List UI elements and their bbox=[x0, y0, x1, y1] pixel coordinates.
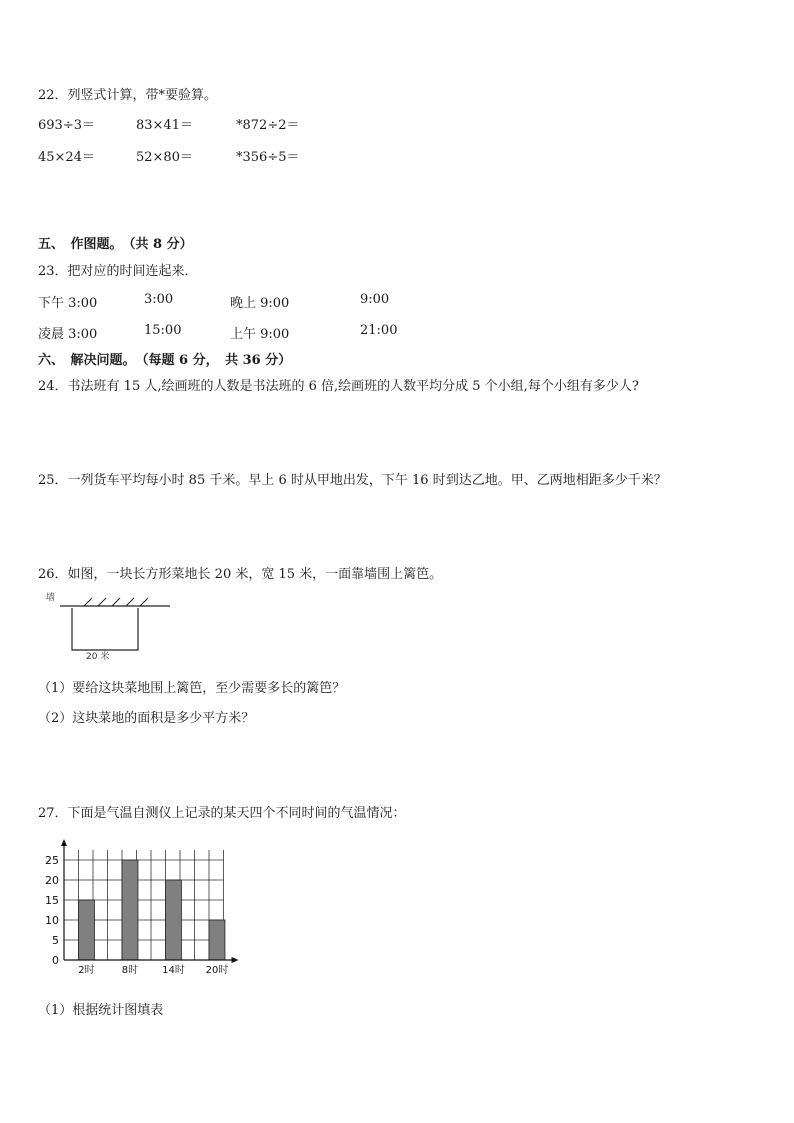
q22-expr-2: 83×41＝ bbox=[136, 118, 193, 133]
q23-time-5[interactable]: 凌晨 3:00 bbox=[38, 327, 98, 342]
x-tick-label-3: 20时 bbox=[205, 965, 229, 976]
q26-text: 26．如图，一块长方形菜地长 20 米，宽 15 米，一面靠墙围上篱笆。 bbox=[38, 567, 443, 582]
q23-time-6[interactable]: 15:00 bbox=[144, 323, 182, 338]
q23-time-7[interactable]: 上午 9:00 bbox=[230, 327, 290, 342]
q22-expr-6: *356÷5＝ bbox=[236, 150, 300, 165]
q22-expr-4: 45×24＝ bbox=[38, 150, 95, 165]
y-tick-label-3: 15 bbox=[45, 894, 59, 907]
bar-3 bbox=[209, 920, 225, 960]
wall-label: 墙 bbox=[46, 593, 56, 603]
q23-time-4[interactable]: 9:00 bbox=[360, 292, 390, 307]
section-6-title: 六、 解决问题。 （每题 6 分， 共 36 分） bbox=[38, 353, 292, 368]
q22-expr-3: *872÷2＝ bbox=[236, 118, 300, 133]
q23-title: 23．把对应的时间连起来． bbox=[38, 264, 198, 279]
q22-expr-1: 693÷3＝ bbox=[38, 118, 95, 133]
q22-title: 22．列竖式计算，带*要验算。 bbox=[38, 88, 218, 103]
y-tick-label-1: 5 bbox=[52, 934, 59, 947]
x-tick-label-0: 2时 bbox=[78, 965, 95, 976]
q26-sub1: （1）要给这块菜地围上篱笆，至少需要多长的篱笆？ bbox=[38, 681, 346, 696]
q23-time-2[interactable]: 3:00 bbox=[144, 292, 174, 307]
y-axis-arrow bbox=[61, 839, 67, 846]
q26-diagram bbox=[38, 586, 178, 662]
bar-1 bbox=[122, 860, 138, 960]
q22-expr-5: 52×80＝ bbox=[136, 150, 193, 165]
bar-2 bbox=[166, 880, 182, 960]
bar-0 bbox=[79, 900, 95, 960]
length-label: 20 米 bbox=[86, 652, 110, 662]
temperature-bar-chart bbox=[36, 838, 229, 984]
q27-sub1: （1）根据统计图填表 bbox=[38, 1003, 164, 1018]
y-tick-label-5: 25 bbox=[45, 854, 59, 867]
q23-time-8[interactable]: 21:00 bbox=[360, 323, 398, 338]
y-tick-label-2: 10 bbox=[45, 914, 59, 927]
x-axis-arrow bbox=[232, 957, 239, 963]
wall-hatching bbox=[84, 598, 148, 606]
q24-text: 24．书法班有 15 人,绘画班的人数是书法班的 6 倍,绘画班的人数平均分成 5 个小组,每个小组有多少人? bbox=[38, 379, 639, 394]
y-tick-label-0: 0 bbox=[52, 954, 59, 967]
field-rectangle bbox=[72, 608, 138, 650]
q27-text: 27．下面是气温自测仪上记录的某天四个不同时间的气温情况： bbox=[38, 806, 406, 821]
q23-time-1[interactable]: 下午 3:00 bbox=[38, 296, 98, 311]
x-tick-label-2: 14时 bbox=[162, 965, 185, 976]
q23-time-3[interactable]: 晚上 9:00 bbox=[230, 296, 290, 311]
q25-text: 25．一列货车平均每小时 85 千米。早上 6 时从甲地出发，下午 16 时到达乙地。甲、乙两地相距多少千米？ bbox=[38, 473, 667, 488]
section-5-title: 五、 作图题。 （共 8 分） bbox=[38, 237, 193, 252]
y-tick-label-4: 20 bbox=[45, 874, 59, 887]
x-tick-label-1: 8时 bbox=[121, 965, 139, 976]
q26-sub2: （2）这块菜地的面积是多少平方米？ bbox=[38, 711, 255, 726]
